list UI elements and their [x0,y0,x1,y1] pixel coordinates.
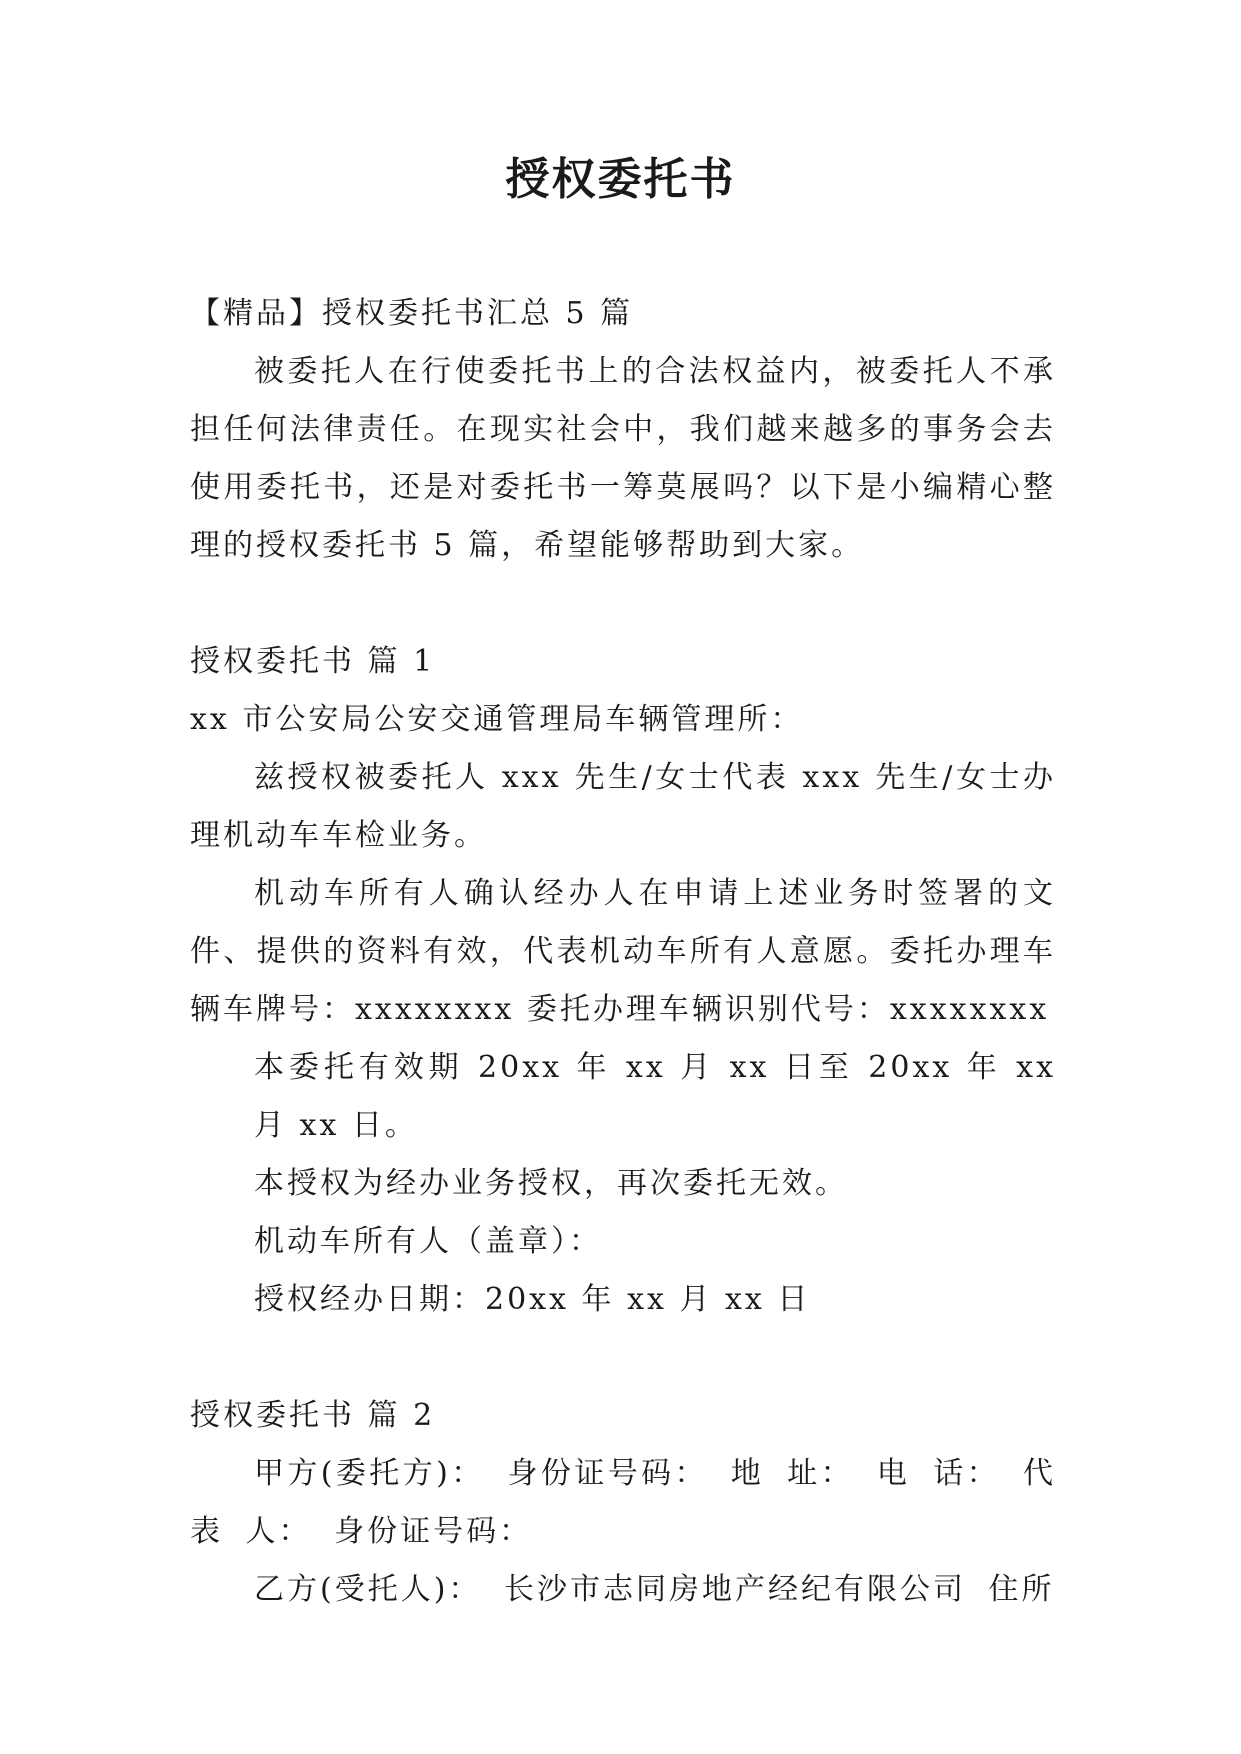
section-spacer [190,1329,1056,1387]
section-1-owner-seal: 机动车所有人（盖章）： [254,1224,602,1259]
document-body [190,285,1056,1619]
section-1-date: 授权经办日期：20xx 年 xx 月 xx 日 [254,1282,811,1317]
intro-paragraph: 被委托人在行使委托书上的合法权益内，被委托人不承担任何法律责任。在现实社会中，我们越来越多的事务会去使用委托书，还是对委托书一筹莫展吗？以下是小编精心整理的授权委托书 5 篇，希望能够帮助到大家。 [190,354,1056,563]
section-1-note: 本授权为经办业务授权，再次委托无效。 [254,1166,848,1201]
section-1-confirmation: 机动车所有人确认经办人在申请上述业务时签署的文件、提供的资料有效，代表机动车所有人意愿。委托办理车辆车牌号：xxxxxxxx 委托办理车辆识别代号：xxxxxxxx [190,876,1056,1027]
page-title: 授权委托书 [505,154,736,205]
section-1-heading: 授权委托书 篇 1 [190,644,436,679]
section-1-validity: 本委托有效期 20xx 年 xx 月 xx 日至 20xx 年 xx 月 xx 日。 [254,1050,1056,1143]
section-2-heading: 授权委托书 篇 2 [190,1398,436,1433]
section-1-authorization: 兹授权被委托人 xxx 先生/女士代表 xxx 先生/女士办理机动车车检业务。 [190,760,1056,853]
section-2-party-a: 甲方(委托方)： 身份证号码： 地 址： 电 话： 代 表 人： 身份证号码： [190,1456,1056,1549]
section-2-party-b: 乙方(受托人)： 长沙市志同房地产经纪有限公司 住所 [254,1572,1055,1607]
section-1-recipient: xx 市公安局公安交通管理局车辆管理所： [190,702,804,737]
section-spacer [190,575,1056,633]
document-subtitle: 【精品】授权委托书汇总 5 篇 [190,296,634,331]
